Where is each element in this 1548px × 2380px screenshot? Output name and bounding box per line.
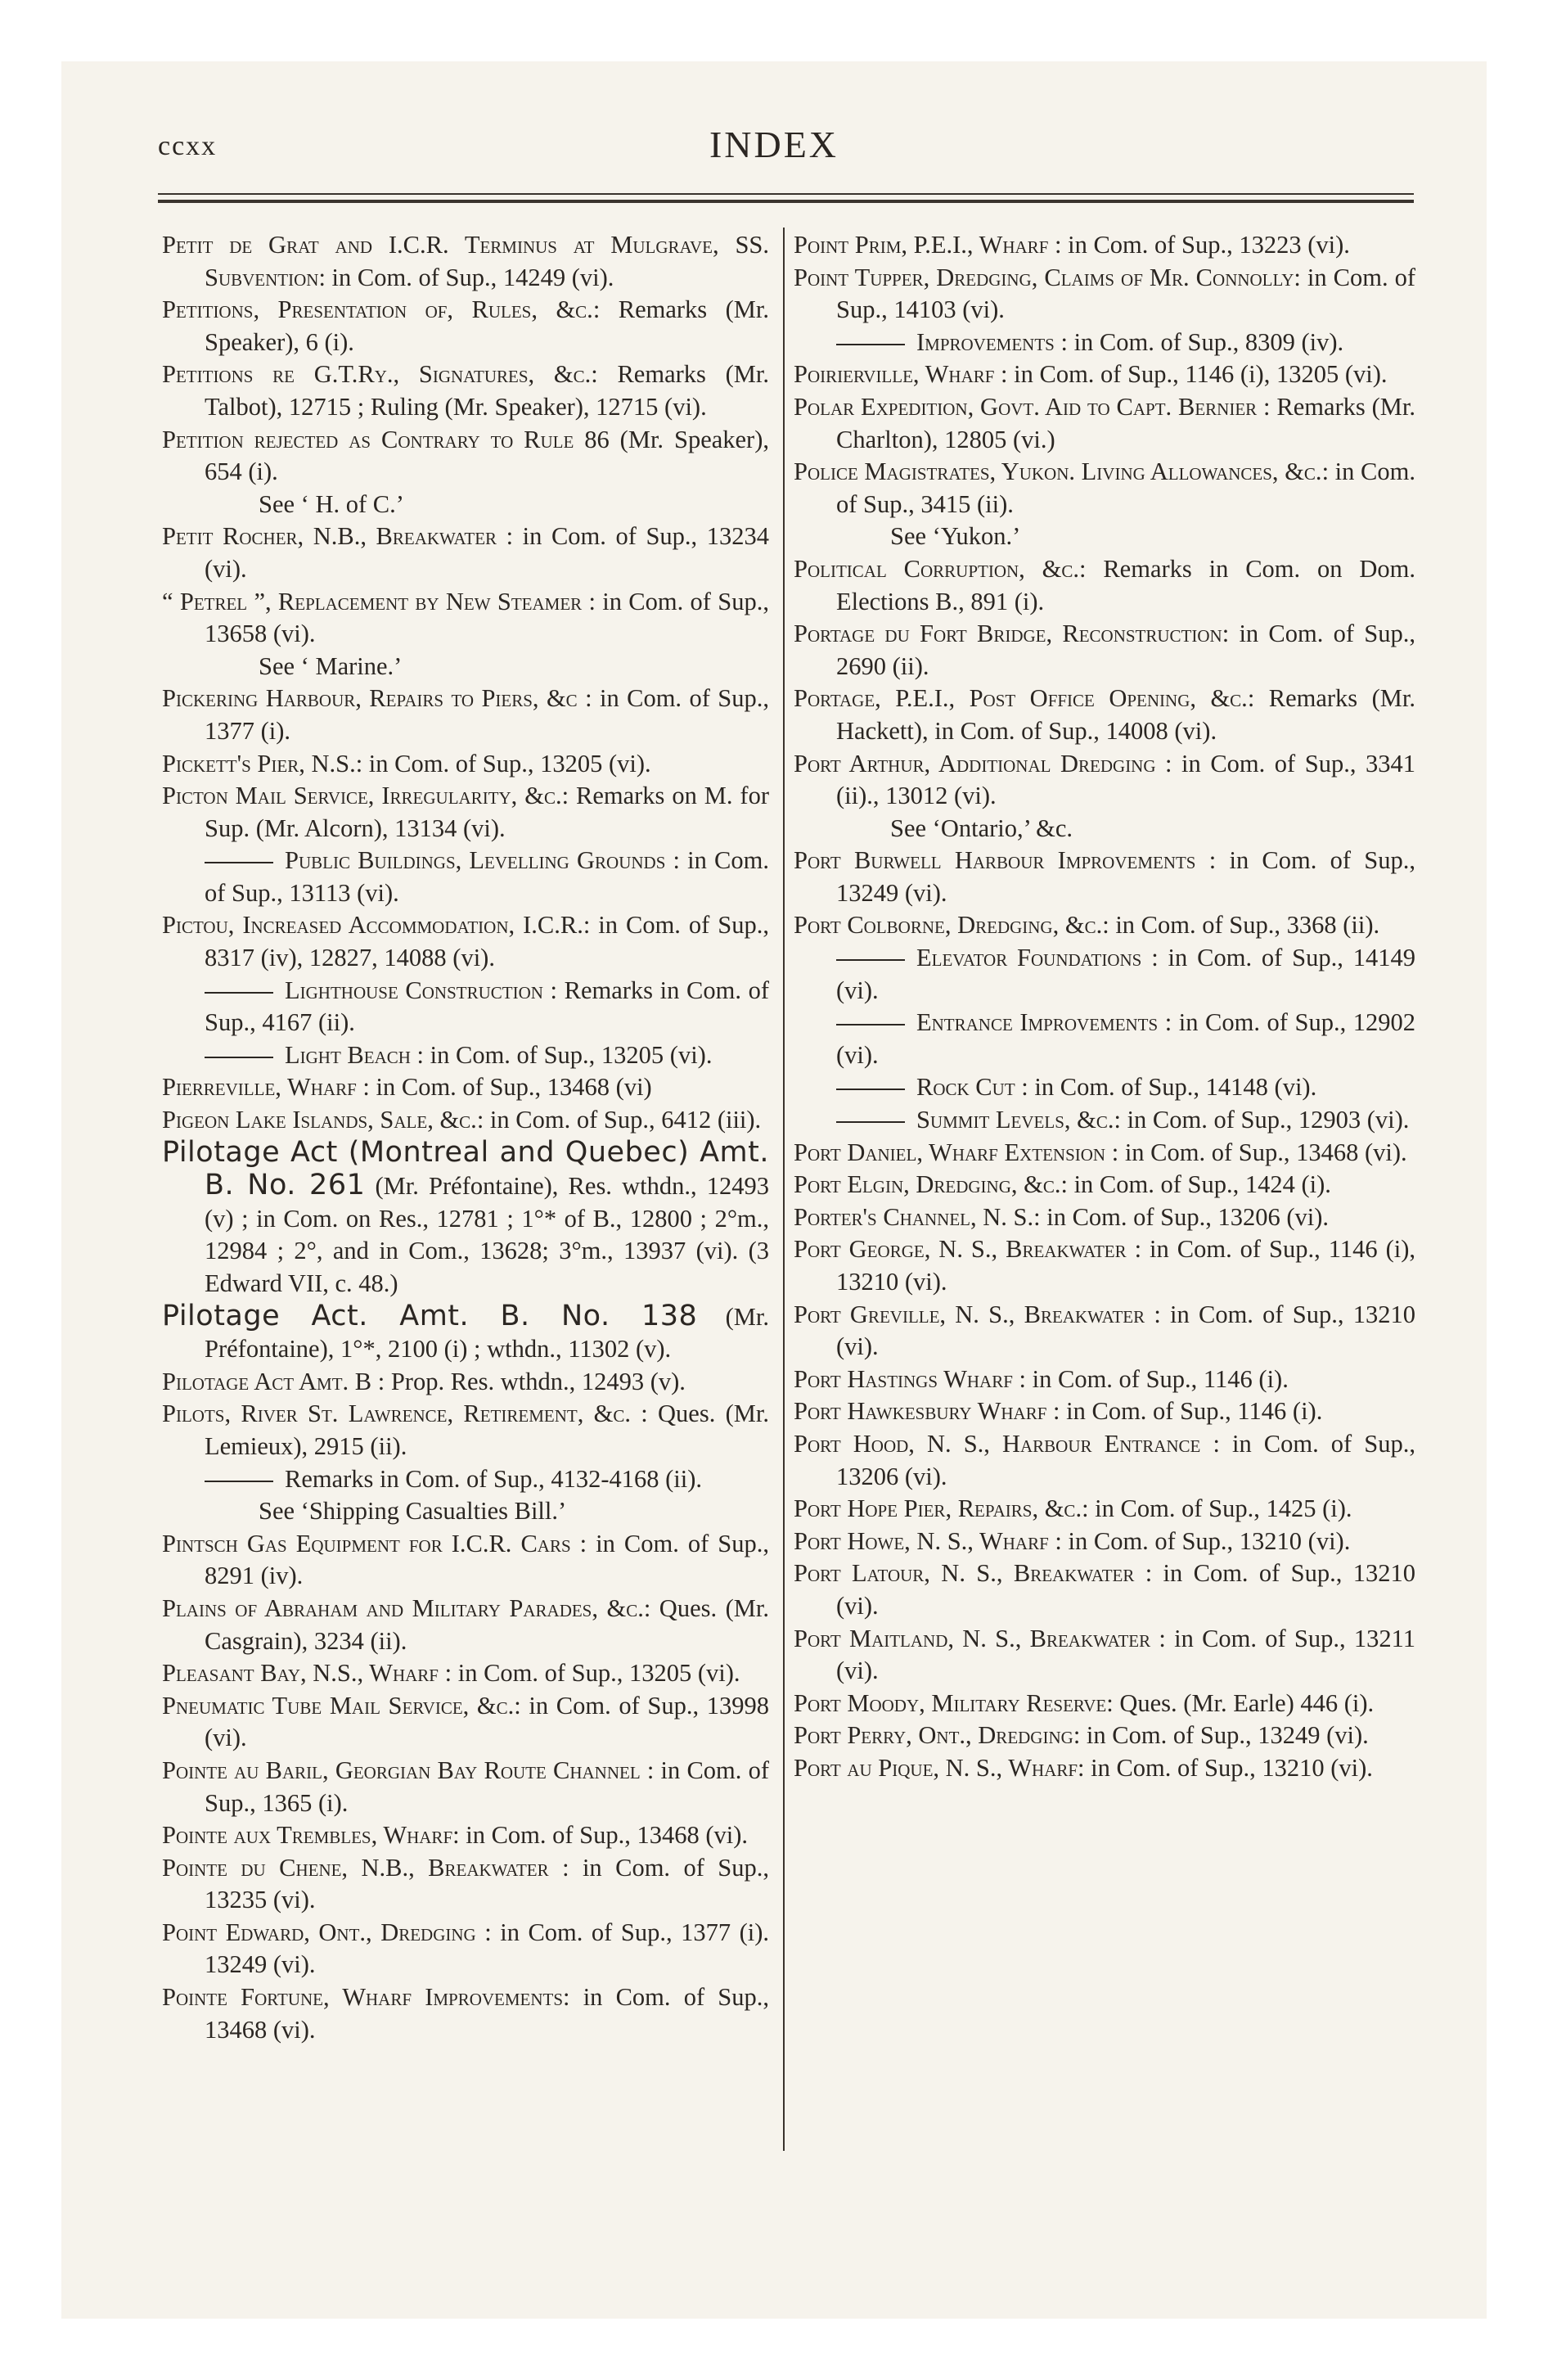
entry-references: : in Com. of Sup., 6412 (iii). [476, 1106, 762, 1134]
entry-references: : in Com. of Sup., 1146 (i), 13205 (vi). [994, 360, 1388, 389]
index-entry [794, 229, 1415, 262]
see-reference [162, 489, 769, 521]
index-entry [794, 456, 1415, 521]
see-reference [162, 1495, 769, 1528]
index-entry [794, 1752, 1415, 1785]
ditto-dash [836, 959, 905, 961]
index-subentry [162, 845, 769, 909]
entry-references: : Remarks (Mr. Charlton), 12805 (vi.) [836, 392, 1415, 453]
column-divider [783, 228, 785, 2151]
entry-references: (Mr. Préfontaine), Res. wthdn., 12493 (v) ; in Com. on Res., 12781 ; 1°* of B., 12800 ; 2°m., 12984 ; 2°, and in Com., 13628; 3°m., 13937 (vi). (3 Edward VII, c. 48.) [205, 1172, 769, 1297]
entry-heading: Pickett's Pier, N.S. [162, 749, 356, 778]
index-entry [162, 1398, 769, 1463]
page-folio: ccxx [158, 131, 218, 161]
subentry-heading: Public Buildings, Levelling Grounds [285, 846, 666, 875]
index-entry [162, 1300, 769, 1366]
entry-references: : in Com. of Sup., 8317 (iv), 12827, 14088 (vi). [205, 911, 769, 972]
entry-references: : in Com. of Sup., 2690 (ii). [836, 620, 1416, 680]
entry-heading: Pilotage Act Amt. B [162, 1367, 372, 1395]
index-entry [162, 521, 769, 585]
entry-references: : in Com. of Sup., 14249 (vi). [318, 263, 614, 291]
entry-references: : in Com. of Sup., 13223 (vi). [1048, 231, 1350, 259]
index-entry [794, 1201, 1415, 1234]
subentry-heading: Light Beach [285, 1040, 411, 1069]
entry-heading-bold: Pilotage Act (Montreal and Quebec) Amt. B. No. 261 [162, 1135, 769, 1202]
ditto-dash [205, 1057, 273, 1058]
see-reference-text: See ‘ Marine.’ [259, 651, 403, 680]
page-title: INDEX [709, 124, 839, 165]
entry-heading: Petitions re G.T.Ry., Signatures, &c. [162, 360, 592, 389]
index-entry [794, 391, 1415, 456]
index-entry [794, 553, 1415, 618]
entry-heading: Plains of Abraham and Military Parades, &c. [162, 1593, 644, 1622]
index-entry [794, 358, 1415, 391]
index-entry [794, 1720, 1415, 1752]
entry-heading: Pointe Fortune, Wharf Improvements [162, 1983, 564, 2012]
index-entry [162, 1528, 769, 1593]
entry-references: : in Com. of Sup., 13206 (vi). [836, 1429, 1415, 1490]
index-column-right [794, 229, 1415, 1785]
index-entry [794, 1169, 1415, 1201]
entry-references: : in Com. of Sup., 13249 (vi). [836, 846, 1415, 907]
entry-references: : in Com. of Sup., 13206 (vi). [1033, 1202, 1330, 1231]
entry-references: : Remarks (Mr. Hackett), in Com. of Sup., 14008 (vi). [836, 684, 1415, 745]
entry-heading: Port Greville, N. S., Breakwater [794, 1300, 1145, 1328]
entry-references: : in Com. of Sup., 14103 (vi). [836, 263, 1415, 324]
ditto-dash [836, 1024, 905, 1025]
ditto-dash [836, 1089, 905, 1090]
entry-references: : Ques. (Mr. Lemieux), 2915 (ii). [205, 1400, 769, 1460]
index-entry [162, 909, 769, 974]
entry-heading: Port Burwell Harbour Improvements [794, 846, 1196, 875]
entry-heading: Polar Expedition, Govt. Aid to Capt. Bernier [794, 392, 1258, 421]
entry-heading: Pickering Harbour, Repairs to Piers, &c [162, 684, 578, 713]
index-entry [794, 1299, 1415, 1364]
entry-references: : in Com. of Sup., 13205 (vi). [355, 749, 651, 778]
entry-heading: Port Latour, N. S., Breakwater [794, 1559, 1135, 1588]
index-entry [794, 1395, 1415, 1428]
entry-references: : in Com. of Sup., 13210 (vi). [1078, 1753, 1373, 1782]
entry-references: : Ques. (Mr. Casgrain), 3234 (ii). [205, 1593, 769, 1655]
entry-references: : in Com. of Sup., 13998 (vi). [205, 1691, 770, 1752]
index-entry [794, 1364, 1415, 1396]
entry-references: : in Com. of Sup., 8309 (iv). [1054, 327, 1344, 356]
entry-heading: Porter's Channel, N. S. [794, 1202, 1034, 1231]
entry-heading: Pointe du Chene, N.B., Breakwater [162, 1853, 549, 1882]
entry-references: : in Com. of Sup., 1146 (i). [1046, 1397, 1323, 1426]
entry-heading: Petition rejected as Contrary to Rule 86 [162, 425, 610, 453]
entry-heading: Petitions, Presentation of, Rules, &c. [162, 295, 593, 324]
index-entry [162, 1593, 769, 1657]
entry-heading: Port Hawkesbury Wharf [794, 1397, 1047, 1426]
entry-references: : in Com. of Sup., 1377 (i). 13249 (vi). [205, 1918, 770, 1979]
entry-heading: Petit Rocher, N.B., Breakwater [162, 522, 497, 551]
index-entry [162, 1755, 769, 1819]
index-entry [162, 1917, 769, 1981]
entry-references: : in Com. of Sup., 13113 (vi). [205, 846, 769, 907]
entry-heading: Pierreville, Wharf [162, 1073, 357, 1102]
entry-heading: Pictou, Increased Accommodation, I.C.R. [162, 911, 583, 940]
index-entry [162, 1981, 769, 2046]
entry-references: : in Com. of Sup., 12902 (vi). [836, 1008, 1415, 1069]
index-entry [162, 294, 769, 358]
subentry-heading: Rock Cut [916, 1073, 1015, 1102]
entry-heading: Point Prim, P.E.I., Wharf [794, 231, 1049, 259]
entry-references: : in Com. of Sup., 13205 (vi). [439, 1659, 740, 1688]
entry-heading: Picton Mail Service, Irregularity, &c. [162, 782, 562, 810]
index-entry [162, 748, 769, 781]
index-entry [794, 1233, 1415, 1298]
index-subentry [162, 1039, 769, 1072]
entry-references: : in Com. of Sup., 13211 (vi). [836, 1624, 1415, 1685]
see-reference [162, 651, 769, 683]
entry-heading: Port Arthur, Additional Dredging [794, 749, 1156, 778]
see-reference-text: See ‘Yukon.’ [890, 522, 1021, 551]
ditto-dash [836, 344, 905, 345]
entry-references: : in Com. of Sup., 1424 (i). [1060, 1170, 1331, 1199]
entry-references: : in Com. of Sup., 3368 (ii). [1102, 911, 1380, 940]
entry-heading: Port Elgin, Dredging, &c. [794, 1170, 1061, 1199]
entry-references: : Remarks in Com. on Dom. Elections B., 891 (i). [836, 554, 1415, 615]
index-entry [794, 1526, 1415, 1558]
entry-heading: Pointe aux Trembles, Wharf [162, 1821, 453, 1850]
entry-references: (Mr. Préfontaine), 1°*, 2100 (i) ; wthdn., 11302 (v). [205, 1302, 769, 1364]
header-rule-thick [158, 200, 1414, 203]
entry-heading: Police Magistrates, Yukon. Living Allowances, &c. [794, 458, 1322, 486]
entry-heading: Pigeon Lake Islands, Sale, &c. [162, 1106, 477, 1134]
ditto-dash [205, 862, 273, 863]
entry-references: : in Com. of Sup., 14149 (vi). [836, 944, 1415, 1004]
entry-references: : in Com. of Sup., 13210 (vi). [1048, 1526, 1351, 1555]
entry-heading: Portage du Fort Bridge, Reconstruction [794, 620, 1222, 648]
entry-heading: Point Tupper, Dredging, Claims of Mr. Connolly [794, 263, 1294, 291]
index-subentry [794, 942, 1415, 1007]
ditto-dash [836, 1121, 905, 1123]
see-reference-text: See ‘Shipping Casualties Bill.’ [259, 1497, 567, 1526]
entry-heading: Port Maitland, N. S., Breakwater [794, 1624, 1151, 1652]
index-entry [794, 1557, 1415, 1622]
entry-heading: Political Corruption, &c. [794, 554, 1079, 583]
index-subentry [794, 1007, 1415, 1071]
entry-heading: Poirierville, Wharf [794, 360, 995, 389]
subentry-heading: Elevator Foundations [916, 944, 1142, 972]
entry-references: (Mr. Speaker), 654 (i). [205, 425, 769, 486]
entry-references: : in Com. of Sup., 13249 (vi). [1073, 1721, 1369, 1750]
entry-references: : in Com. of Sup., 13468 (vi). [452, 1821, 749, 1850]
index-entry [794, 262, 1415, 327]
entry-references: : in Com. of Sup., 13658 (vi). [205, 587, 769, 648]
index-entry [794, 1428, 1415, 1493]
entry-references: : in Com. of Sup., 1146 (i). [1012, 1364, 1289, 1393]
index-entry [794, 1493, 1415, 1526]
entry-references: : in Com. of Sup., 13210 (vi). [836, 1300, 1415, 1361]
index-entry [794, 683, 1415, 747]
index-entry [162, 1819, 769, 1852]
entry-references: : Remarks (Mr. Speaker), 6 (i). [205, 295, 769, 356]
entry-references: : in Com. of Sup., 1425 (i). [1082, 1494, 1352, 1523]
entry-heading: Port Daniel, Wharf Extension [794, 1138, 1106, 1166]
index-subentry [794, 327, 1415, 359]
index-entry [162, 1137, 769, 1300]
index-entry [794, 618, 1415, 683]
entry-references: : in Com. of Sup., 8291 (iv). [205, 1529, 769, 1590]
ditto-dash [205, 1481, 273, 1482]
index-entry [794, 1137, 1415, 1170]
entry-heading: Pleasant Bay, N.S., Wharf [162, 1659, 439, 1688]
see-reference [794, 521, 1415, 553]
index-entry [794, 1623, 1415, 1688]
subentry-heading: Entrance Improvements [916, 1008, 1159, 1037]
entry-references: : in Com. of Sup., 14148 (vi). [1015, 1073, 1317, 1102]
entry-references: : in Com. of Sup., 13205 (vi). [410, 1040, 713, 1069]
header-rule [158, 193, 1414, 195]
subentry-heading: Summit Levels, &c. [916, 1106, 1114, 1134]
index-entry [162, 1104, 769, 1137]
entry-heading: Port George, N. S., Breakwater [794, 1235, 1127, 1264]
entry-heading: Portage, P.E.I., Post Office Opening, &c. [794, 684, 1248, 713]
index-subentry [794, 1071, 1415, 1104]
entry-references: : Remarks on M. for Sup. (Mr. Alcorn), 13134 (vi). [205, 782, 769, 842]
entry-heading: Port au Pique, N. S., Wharf [794, 1753, 1078, 1782]
see-reference-text: See ‘Ontario,’ &c. [890, 814, 1073, 842]
entry-references: Remarks in Com. of Sup., 4132-4168 (ii). [285, 1464, 702, 1493]
index-entry [794, 1688, 1415, 1720]
entry-heading: Port Hastings Wharf [794, 1364, 1013, 1393]
index-subentry [162, 1463, 769, 1496]
entry-references: : Prop. Res. wthdn., 12493 (v). [371, 1367, 686, 1395]
index-entry [162, 586, 769, 651]
entry-references: : in Com. of Sup., 12903 (vi). [1114, 1106, 1410, 1134]
subentry-heading: Improvements [916, 327, 1055, 356]
index-entry [162, 1657, 769, 1690]
index-column-left [162, 229, 769, 2046]
entry-heading: Port Colborne, Dredging, &c. [794, 911, 1103, 940]
entry-heading: Port Howe, N. S., Wharf [794, 1526, 1049, 1555]
entry-references: : in Com. of Sup., 13468 (vi) [356, 1073, 652, 1102]
entry-heading: Port Perry, Ont., Dredging [794, 1721, 1073, 1750]
entry-references: : in Com. of Sup., 1377 (i). [205, 684, 769, 745]
index-entry [162, 1366, 769, 1399]
entry-heading: “ Petrel ”, Replacement by New Steamer [162, 587, 583, 615]
entry-references: : in Com. of Sup., 3415 (ii). [836, 458, 1415, 518]
entry-references: : in Com. of Sup., 1146 (i), 13210 (vi). [836, 1235, 1415, 1296]
see-reference [794, 813, 1415, 845]
index-entry [162, 358, 769, 423]
index-entry [794, 748, 1415, 813]
entry-heading-bold: Pilotage Act. Amt. B. No. 138 [162, 1299, 698, 1332]
index-subentry [162, 975, 769, 1039]
index-subentry [794, 1104, 1415, 1137]
entry-heading: Pilots, River St. Lawrence, Retirement, &c. [162, 1400, 631, 1428]
index-entry [162, 683, 769, 747]
entry-heading: Port Hope Pier, Repairs, &c. [794, 1494, 1082, 1523]
entry-references: : in Com. of Sup., 3341 (ii)., 13012 (vi). [836, 749, 1415, 810]
entry-references: : in Com. of Sup., 1365 (i). [205, 1756, 769, 1817]
entry-references: : Ques. (Mr. Earle) 446 (i). [1106, 1688, 1375, 1717]
index-entry [162, 1690, 769, 1755]
entry-references: : in Com. of Sup., 13234 (vi). [205, 522, 769, 583]
entry-references: : in Com. of Sup., 13468 (vi). [1105, 1138, 1407, 1166]
index-entry [794, 845, 1415, 909]
entry-heading: Point Edward, Ont., Dredging [162, 1918, 476, 1946]
see-reference-text: See ‘ H. of C.’ [259, 489, 404, 518]
entry-references: : in Com. of Sup., 13468 (vi). [205, 1983, 769, 2044]
entry-heading: Port Moody, Military Reserve [794, 1688, 1107, 1717]
entry-references: : Remarks in Com. of Sup., 4167 (ii). [205, 976, 769, 1037]
entry-references: : in Com. of Sup., 13235 (vi). [205, 1853, 769, 1914]
index-entry [162, 780, 769, 845]
entry-heading: Pneumatic Tube Mail Service, &c. [162, 1691, 515, 1720]
entry-references: : in Com. of Sup., 13210 (vi). [836, 1559, 1415, 1620]
index-entry [162, 229, 769, 294]
ditto-dash [205, 992, 273, 994]
entry-heading: Port Hood, N. S., Harbour Entrance [794, 1429, 1201, 1458]
entry-references: : Remarks (Mr. Talbot), 12715 ; Ruling (Mr. Speaker), 12715 (vi). [205, 360, 769, 421]
index-entry [162, 424, 769, 489]
subentry-heading: Lighthouse Construction [285, 976, 543, 1004]
index-entry [794, 909, 1415, 942]
entry-heading: Pintsch Gas Equipment for I.C.R. Cars [162, 1529, 571, 1557]
index-entry [162, 1852, 769, 1917]
entry-heading: Pointe au Baril, Georgian Bay Route Channel [162, 1756, 641, 1784]
index-entry [162, 1071, 769, 1104]
entry-heading: Petit de Grat and I.C.R. Terminus at Mulgrave, SS. Subvention [162, 231, 769, 291]
